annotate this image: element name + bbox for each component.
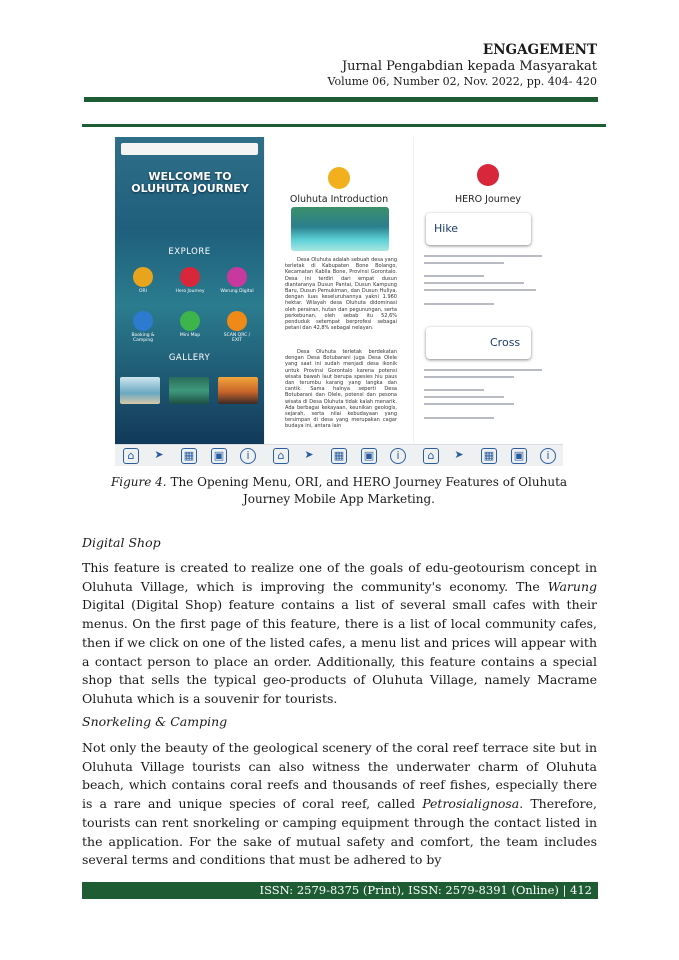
journal-subtitle: Jurnal Pengabdian kepada Masyarakat <box>341 58 597 74</box>
page-footer <box>82 882 598 899</box>
hike-terms-line <box>424 282 524 284</box>
hike-terms-line <box>424 275 484 277</box>
scan-qrc-label: SCAN QRC / EXIT <box>223 333 251 343</box>
partner-logos <box>121 143 258 155</box>
hero-journey-app-icon[interactable] <box>180 267 200 287</box>
cross-description-line <box>424 369 542 371</box>
home-icon[interactable]: ⌂ <box>273 448 289 464</box>
section-heading-snorkeling-camping: Snorkeling & Camping <box>82 714 228 729</box>
header-rule-bottom <box>82 124 606 127</box>
gallery-thumb-1[interactable] <box>120 377 160 404</box>
home-icon[interactable]: ⌂ <box>123 448 139 464</box>
image-icon[interactable]: ▣ <box>361 448 377 464</box>
cross-terms-line <box>424 396 504 398</box>
hero-journey-screen <box>414 137 563 444</box>
ori-screen <box>265 137 413 444</box>
hike-description-line <box>424 255 542 257</box>
cross-terms-line <box>424 403 514 405</box>
ori-house-icon <box>328 167 350 189</box>
image-icon[interactable]: ▣ <box>211 448 227 464</box>
opening-menu-screen <box>115 137 264 444</box>
send-icon[interactable]: ➤ <box>154 448 164 461</box>
info-icon[interactable]: i <box>240 448 256 464</box>
welcome-title: WELCOME TO OLUHUTA JOURNEY <box>131 170 249 195</box>
section-heading-digital-shop: Digital Shop <box>82 535 161 550</box>
ori-title: Oluhuta Introduction <box>289 194 389 205</box>
issn-page-number: ISSN: 2579-8375 (Print), ISSN: 2579-8391 (Online) | 412 <box>259 883 592 897</box>
image-icon[interactable]: ▣ <box>511 448 527 464</box>
volume-info: Volume 06, Number 02, Nov. 2022, pp. 404- 420 <box>327 75 597 89</box>
cross-description-line <box>424 376 514 378</box>
paragraph-emphasis: Petrosialignosa <box>422 796 520 812</box>
section-paragraph-digital-shop <box>82 559 597 709</box>
warung-digital-app-icon[interactable] <box>227 267 247 287</box>
ori-label: ORI <box>139 289 147 294</box>
oluhuta-beach-photo <box>291 207 389 251</box>
app-bottom-navigation <box>115 444 563 466</box>
figure-caption-text: The Opening Menu, ORI, and HERO Journey Features of Oluhuta Journey Mobile App Marketing. <box>170 475 568 506</box>
mini-map-label: Mini Map <box>179 333 201 338</box>
warung-digital-label: Warung Digital <box>220 289 254 294</box>
hike-contact-line <box>424 303 494 305</box>
figure-caption <box>100 474 578 508</box>
ori-paragraph-1: Desa Oluhuta adalah sebuah desa yang terletak di Kabupaten Bone Bolango, Kecamatan Kabila Bone, Provinsi Gorontalo. Desa ini terdiri dari empat dusun diantaranya Dusun Pantai, Dusun Kampung Baru, Dusun Pemukiman, dan Dusun Huliya, dengan luas keseluruhannya yakni 1.960 hektar. Wilayah desa Oluhuta didominasi oleh perairan, hutan dan pegunungan, serta perkebunan, oleh sebab itu 52,6% penduduk setempat berprofesi sebagai petani dan 42,8% sebagai nelayan. <box>285 257 397 332</box>
paragraph-text: This feature is created to realize one of the goals of edu-geotourism concept in Oluhuta Village, which is improving the community's economy. The <box>82 560 597 594</box>
hike-description-line <box>424 262 504 264</box>
hiker-icon <box>477 164 499 186</box>
paragraph-text: . Therefore, tourists can rent snorkeling or camping equipment through the contact listed in the application. For the sake of mutual safety and comfort, the team includes several terms and conditions that must be adhered to by <box>82 796 597 868</box>
gallery-thumb-3[interactable] <box>218 377 258 404</box>
cross-card[interactable] <box>426 327 531 359</box>
ori-app-icon[interactable] <box>133 267 153 287</box>
qr-code-icon[interactable]: ▦ <box>481 448 497 464</box>
home-icon[interactable]: ⌂ <box>423 448 439 464</box>
ori-paragraph-2: Desa Oluhuta terletak berdekatan dengan Desa Botubarani juga Desa Olele yang saat ini sudah menjadi desa ikonik untuk Provinsi Gorontalo karena potensi wisata bawah laut berupa spesies hiu paus dan terumbu karang yang langka dan cantik. Sama halnya seperti Desa Botubarani dan Olele, potensi dan pesona wisata di Desa Oluhuta tidak kalah menarik. Ada berbagai kekayaan, keunikan geologis, sejarah, serta nilai kebudayaan yang tersimpan di desa yang merupakan cagar budaya ini, antara lain <box>285 349 397 430</box>
app-screenshots-figure <box>115 137 563 466</box>
info-icon[interactable]: i <box>390 448 406 464</box>
hero-journey-title: HERO Journey <box>454 194 522 205</box>
hike-card[interactable] <box>426 213 531 245</box>
figure-label: Figure 4. <box>110 475 167 489</box>
hike-label: Hike <box>434 222 459 235</box>
booking-camping-app-icon[interactable] <box>133 311 153 331</box>
hike-terms-line <box>424 289 536 291</box>
info-icon[interactable]: i <box>540 448 556 464</box>
hero-journey-label: Hero Journey <box>175 289 205 294</box>
qr-code-icon[interactable]: ▦ <box>331 448 347 464</box>
paragraph-emphasis: Warung <box>547 578 597 594</box>
header-rule-top <box>84 97 598 102</box>
booking-camping-label: Booking & Camping <box>131 333 155 343</box>
cross-contact-line <box>424 417 494 419</box>
paragraph-text: Digital (Digital Shop) feature contains a list of several small cafes with their menus. On the first page of this feature, there is a list of local community cafes, then if we click on one of the listed cafes, a menu list and prices will appear with a contact person to place an order. Additionally, this feature contains a special shop that sells the typical geo-products of Oluhuta Village, namely Macrame Oluhuta which is a souvenir for tourists. <box>82 597 597 706</box>
send-icon[interactable]: ➤ <box>454 448 464 461</box>
journal-header <box>328 42 597 89</box>
cross-label: Cross <box>490 336 521 349</box>
cross-terms-line <box>424 389 484 391</box>
explore-label: EXPLORE <box>168 247 211 257</box>
scan-qrc-app-icon[interactable] <box>227 311 247 331</box>
section-paragraph-snorkeling-camping <box>82 739 597 870</box>
mini-map-app-icon[interactable] <box>180 311 200 331</box>
gallery-thumb-2[interactable] <box>169 377 209 404</box>
paragraph-text: Not only the beauty of the geological scenery of the coral reef terrace site but in Oluhuta Village tourists can also witness the underwater charm of Oluhuta beach, which contains coral reefs and thousands of reef fishes, especially there is a rare and unique species of coral reef, called <box>82 740 597 812</box>
send-icon[interactable]: ➤ <box>304 448 314 461</box>
gallery-label: GALLERY <box>168 353 211 363</box>
qr-code-icon[interactable]: ▦ <box>181 448 197 464</box>
journal-name: ENGAGEMENT <box>482 42 597 58</box>
